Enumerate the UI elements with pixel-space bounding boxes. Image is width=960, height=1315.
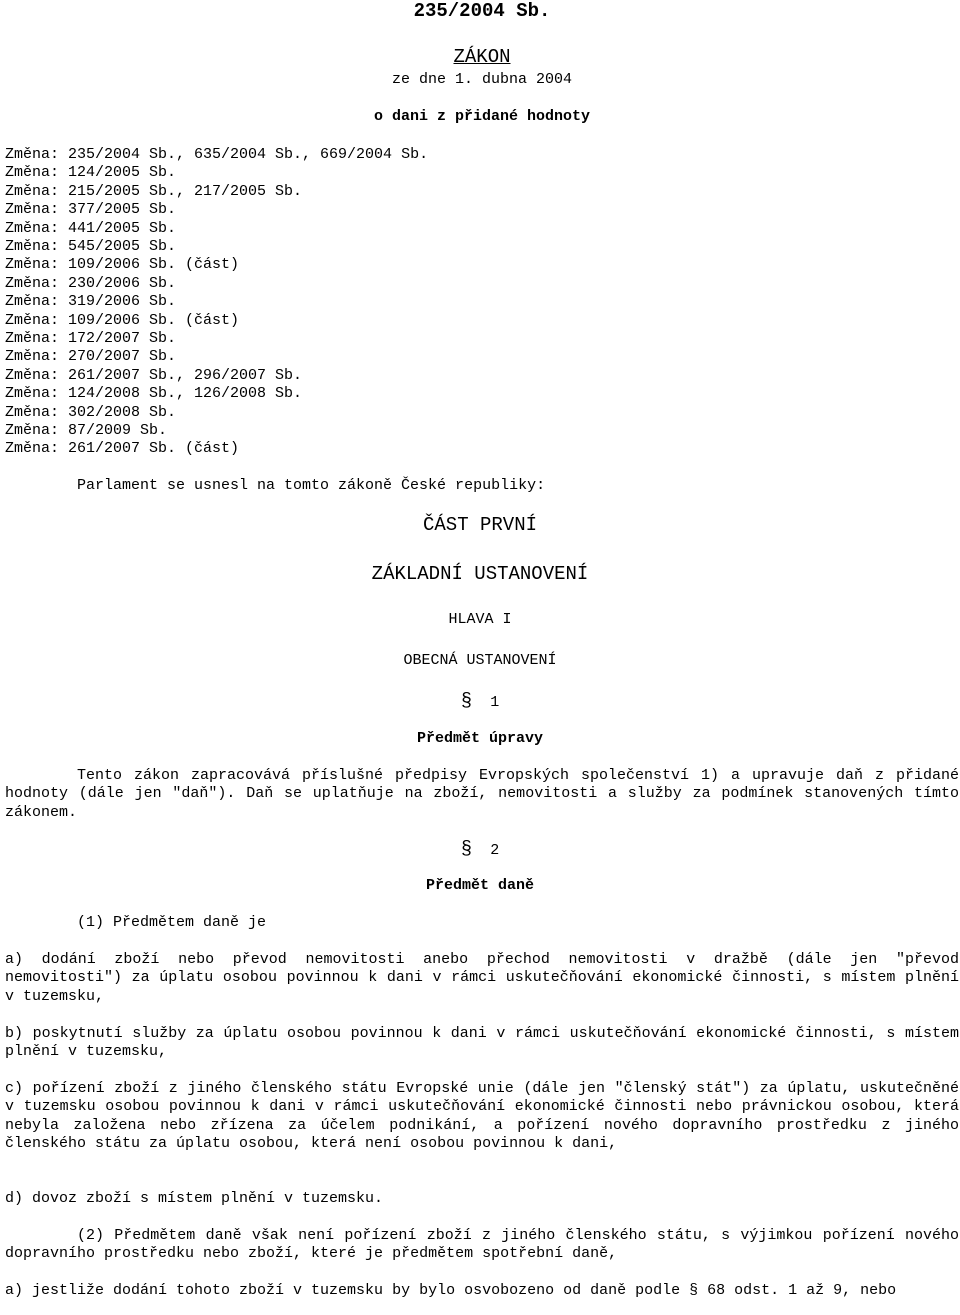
paragraph-text: (2) Předmětem daně však není pořízení zboží z jiného členského státu, s výjimkou pořízení nového dopravního prostředku nebo zboží, které je předmětem spotřební daně,: [5, 1227, 959, 1263]
paragraph-2-item-a: a) jestliže dodání tohoto zboží v tuzemsku by bylo osvobozeno od daně podle § 68 odst. 1 až 9, nebo: [5, 1282, 897, 1299]
section-2-number: [0, 838, 960, 860]
section-number: 1: [490, 694, 500, 711]
amendment-item: Změna: 319/2006 Sb.: [5, 293, 177, 311]
paragraph-text: Tento zákon zapracovává příslušné předpisy Evropských společenství 1) a upravuje daň z přidané hodnoty (dále jen "daň"). Daň se uplatňuje na zboží, nemovitosti a služby za podmínek stanovených tímto zákonem.: [5, 767, 959, 821]
list-item-b: b) poskytnutí služby za úplatu osobou povinnou k dani v rámci uskutečňování ekonomické činnosti, s místem plnění v tuzemsku,: [5, 1025, 959, 1061]
section-1-text: [5, 767, 959, 822]
amendment-item: Změna: 230/2006 Sb.: [5, 274, 177, 292]
list-item-a: a) dodání zboží nebo převod nemovitosti anebo přechod nemovitosti v dražbě (dále jen "převod nemovitosti") za úplatu osobou povinnou k dani v rámci uskutečňování ekonomické činnosti, s místem plnění v tuzemsku,: [5, 951, 959, 1005]
law-heading: ZÁKON: [453, 46, 511, 68]
amendment-item: Změna: 261/2007 Sb., 296/2007 Sb.: [5, 366, 303, 384]
section-number: 2: [490, 842, 500, 859]
amendment-item: Změna: 124/2008 Sb., 126/2008 Sb.: [5, 385, 303, 403]
section-symbol: §: [460, 838, 473, 860]
section-1-title: Předmět úpravy: [416, 730, 544, 747]
list-item-c: c) pořízení zboží z jiného členského státu Evropské unie (dále jen "členský stát") za úplatu, uskutečněné v tuzemsku osobou povinnou k dani v rámci uskutečňování ekonomické činnosti nebo právnickou osobou, která nebyla založena nebo zřízena za účelem podnikání, a pořízení nového dopravního prostředku z jiného členského státu za úplatu osobou, která není osobou povinnou k dani,: [5, 1080, 959, 1153]
law-date: ze dne 1. dubna 2004: [391, 71, 573, 88]
amendment-item: Změna: 109/2006 Sb. (část): [5, 256, 240, 274]
list-item-d: d) dovoz zboží s místem plnění v tuzemsku.: [5, 1190, 384, 1207]
amendment-item: Změna: 235/2004 Sb., 635/2004 Sb., 669/2004 Sb.: [5, 146, 429, 163]
amendment-item: Změna: 124/2005 Sb.: [5, 164, 177, 182]
section-2-paragraph-2: [5, 1227, 959, 1264]
section-symbol: §: [460, 690, 473, 712]
law-subject: o dani z přidané hodnoty: [373, 108, 591, 125]
section-2-title: Předmět daně: [425, 877, 535, 894]
amendment-item: Změna: 270/2007 Sb.: [5, 348, 177, 366]
document-number: 235/2004 Sb.: [413, 0, 551, 22]
section-1-number: [0, 690, 960, 712]
preamble: Parlament se usnesl na tomto zákoně České republiky:: [77, 477, 546, 494]
amendment-item: Změna: 109/2006 Sb. (část): [5, 311, 240, 329]
amendment-item: Změna: 545/2005 Sb.: [5, 238, 177, 255]
chapter-title: OBECNÁ USTANOVENÍ: [403, 652, 557, 669]
section-2-paragraph-1: (1) Předmětem daně je: [77, 914, 267, 931]
amendment-item: Změna: 377/2005 Sb.: [5, 201, 177, 219]
amendment-item: Změna: 87/2009 Sb.: [5, 422, 168, 439]
amendment-item: Změna: 215/2005 Sb., 217/2005 Sb.: [5, 182, 303, 200]
part-heading: ZÁKLADNÍ USTANOVENÍ: [371, 563, 589, 585]
part-title: ČÁST PRVNÍ: [422, 514, 538, 536]
amendment-item: Změna: 441/2005 Sb.: [5, 219, 177, 237]
chapter-number: HLAVA I: [448, 611, 512, 628]
amendment-item: Změna: 302/2008 Sb.: [5, 403, 177, 421]
amendment-item: Změna: 261/2007 Sb. (část): [5, 440, 240, 458]
amendment-item: Změna: 172/2007 Sb.: [5, 330, 177, 347]
